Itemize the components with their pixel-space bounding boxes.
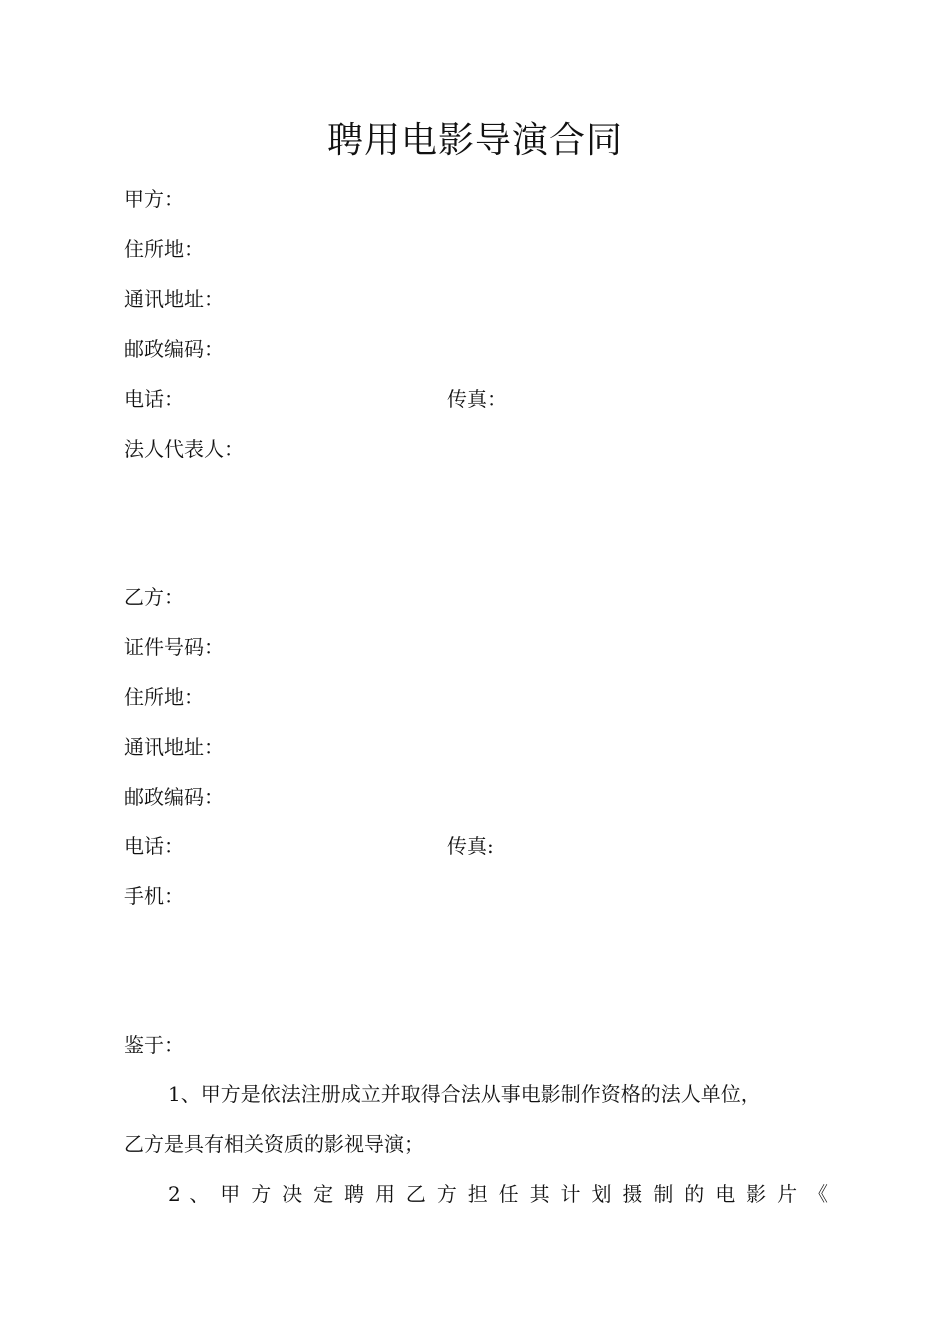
party-a-fax-label: 传真： [447, 387, 507, 411]
party-b-residence-label: 住所地： [124, 685, 204, 709]
recitals-heading: 鉴于： [124, 1033, 184, 1057]
party-b-phone-label: 电话： [124, 834, 184, 858]
document-title: 聘用电影导演合同 [326, 120, 623, 161]
party-b-postcode-label: 邮政编码： [124, 785, 224, 809]
recital-item-2-line-1: 2 、 甲 方 决 定 聘 用 乙 方 担 任 其 计 划 摄 制 的 电 影 片 《 [168, 1182, 828, 1206]
party-b-fax-label: 传真: [447, 834, 494, 858]
party-b-name-label: 乙方： [124, 585, 184, 609]
party-b-address-label: 通讯地址： [124, 735, 224, 759]
party-a-legal-rep-label: 法人代表人： [124, 437, 244, 461]
party-b-mobile-label: 手机： [124, 884, 184, 908]
recital-item-1-line-1: 1、甲方是依法注册成立并取得合法从事电影制作资格的法人单位， [168, 1082, 761, 1106]
party-a-address-label: 通讯地址： [124, 287, 224, 311]
party-a-phone-label: 电话： [124, 387, 184, 411]
party-a-name-label: 甲方： [124, 187, 184, 211]
party-a-postcode-label: 邮政编码： [124, 337, 224, 361]
party-b-id-label: 证件号码： [124, 635, 224, 659]
party-a-residence-label: 住所地： [124, 237, 204, 261]
recital-item-1-line-2: 乙方是具有相关资质的影视导演； [124, 1132, 424, 1156]
